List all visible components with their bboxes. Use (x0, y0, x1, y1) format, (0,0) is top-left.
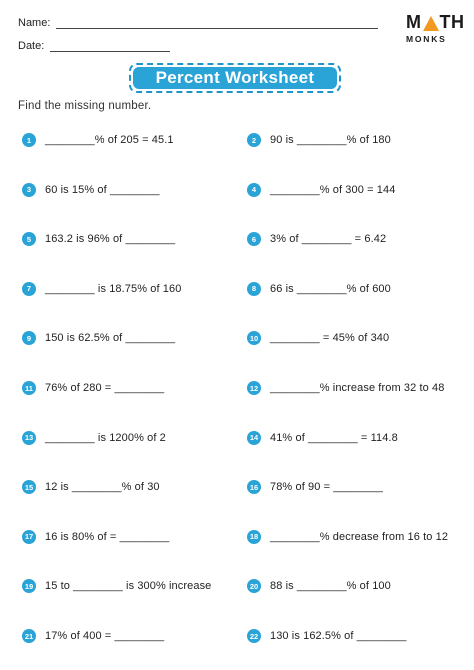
problem-text[interactable]: 15 to ________ is 300% increase (45, 580, 212, 593)
problem-text[interactable]: 16 is 80% of = ________ (45, 530, 170, 543)
problem-item (247, 331, 389, 345)
problem-text[interactable]: 78% of 90 = ________ (270, 481, 384, 494)
problem-number-badge: 9 (22, 331, 36, 345)
problem-text[interactable]: ________ = 45% of 340 (270, 332, 390, 345)
problem-number-badge: 10 (247, 331, 261, 345)
problem-number-badge: 15 (22, 480, 36, 494)
problem-text[interactable]: 163.2 is 96% of ________ (45, 233, 176, 246)
problem-item (22, 183, 160, 197)
problem-number-badge: 19 (22, 579, 36, 593)
problem-number-badge: 16 (247, 480, 261, 494)
problem-number-badge: 6 (247, 232, 261, 246)
problem-number-badge: 20 (247, 579, 261, 593)
problem-item (247, 480, 383, 494)
problem-item (22, 331, 175, 345)
problem-item (247, 381, 444, 395)
problem-text[interactable]: ________ is 18.75% of 160 (45, 282, 182, 295)
problem-number-badge: 13 (22, 431, 36, 445)
problem-text[interactable]: 76% of 280 = ________ (45, 382, 165, 394)
problem-text[interactable]: 66 is ________% of 600 (270, 282, 391, 295)
problem-item (247, 579, 391, 593)
problem-number-badge: 11 (22, 381, 36, 395)
problem-text[interactable]: 12 is ________% of 30 (45, 481, 160, 494)
problem-item (22, 282, 181, 296)
problem-item (247, 232, 386, 246)
problem-text[interactable]: ________% of 300 = 144 (270, 183, 396, 196)
date-label: Date: (18, 40, 45, 52)
problem-item (247, 133, 391, 147)
problem-number-badge: 21 (22, 629, 36, 643)
problem-number-badge: 3 (22, 183, 36, 197)
logo-right-text: TH (439, 12, 465, 32)
problem-text[interactable]: ________% decrease from 16 to 12 (270, 530, 449, 543)
problem-item (22, 431, 166, 445)
problem-number-badge: 22 (247, 629, 261, 643)
worksheet-title: Percent Worksheet (133, 67, 337, 89)
logo-subtitle: MONKS (406, 34, 447, 44)
problem-text[interactable]: ________ is 1200% of 2 (45, 431, 166, 444)
problem-item (22, 530, 169, 544)
problem-item (247, 629, 406, 643)
name-label: Name: (18, 17, 51, 29)
problem-item (22, 232, 175, 246)
problem-text[interactable]: ________% increase from 32 to 48 (270, 382, 445, 394)
problem-text[interactable]: 17% of 400 = ________ (45, 630, 165, 642)
problem-number-badge: 1 (22, 133, 36, 147)
problem-text[interactable]: 150 is 62.5% of ________ (45, 332, 176, 345)
problem-text[interactable]: ________% of 205 = 45.1 (45, 134, 174, 146)
problem-number-badge: 8 (247, 282, 261, 296)
logo-left-text: M (406, 12, 422, 32)
instruction-text: Find the missing number. (18, 100, 152, 112)
problem-item (22, 381, 164, 395)
problem-number-badge: 5 (22, 232, 36, 246)
problem-number-badge: 2 (247, 133, 261, 147)
problem-item (22, 480, 160, 494)
problem-number-badge: 14 (247, 431, 261, 445)
problem-item (247, 282, 391, 296)
problem-number-badge: 18 (247, 530, 261, 544)
problem-item (247, 183, 395, 197)
problem-number-badge: 12 (247, 381, 261, 395)
problem-text[interactable]: 41% of ________ = 114.8 (270, 431, 398, 444)
problem-number-badge: 17 (22, 530, 36, 544)
problem-number-badge: 7 (22, 282, 36, 296)
problem-text[interactable]: 88 is ________% of 100 (270, 580, 391, 593)
problem-text[interactable]: 3% of ________ = 6.42 (270, 233, 387, 246)
problem-item (22, 133, 174, 147)
problem-text[interactable]: 60 is 15% of ________ (45, 183, 160, 196)
problem-item (22, 579, 211, 593)
problem-item (247, 530, 448, 544)
problem-item (247, 431, 398, 445)
problem-text[interactable]: 130 is 162.5% of ________ (270, 630, 407, 642)
problem-item (22, 629, 164, 643)
problem-number-badge: 4 (247, 183, 261, 197)
problem-text[interactable]: 90 is ________% of 180 (270, 134, 391, 146)
